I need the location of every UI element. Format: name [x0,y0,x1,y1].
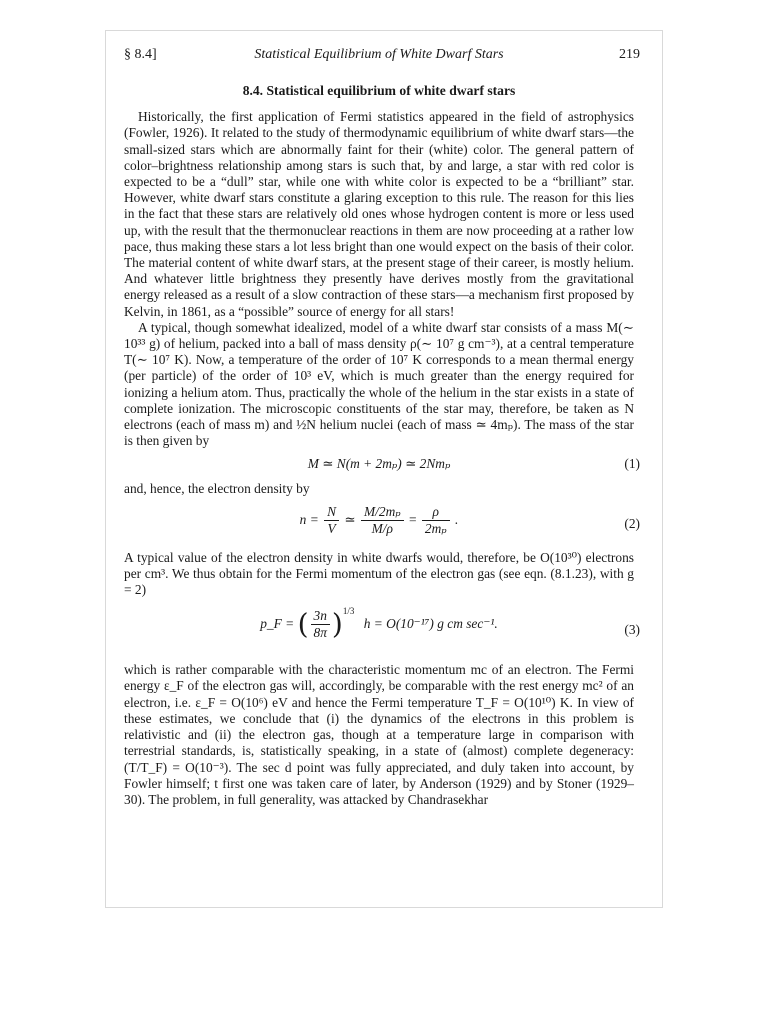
header-title: Statistical Equilibrium of White Dwarf Stars [254,47,504,62]
eq3-fraction [311,608,330,641]
equation-2 [124,502,640,546]
eq2-fraction-3 [422,504,450,537]
eq2-f2-numerator: M/2mₚ [361,504,404,521]
eq3-numerator: 3n [311,608,330,625]
equation-1-body: M ≃ N(m + 2mₚ) ≃ 2Nmₚ [307,456,451,472]
running-header [124,47,640,69]
equation-2-body [124,504,634,537]
eq2-fraction-1 [324,504,339,537]
eq2-approx: ≃ [344,511,356,527]
equation-2-number: (2) [624,515,640,531]
page-content [124,47,640,808]
equation-3 [124,604,640,656]
eq2-f1-denominator: V [327,520,336,536]
paragraph-2: A typical, though somewhat idealized, model of a white dwarf star consists of a mass M(∼ 10³³ g) of helium, packed into a ball of mass density ρ(∼ 10⁷ g cm⁻³), at a central temperature T(∼ 10⁷ K). Now, a temperature of the order of 10⁷ K corresponds to a mean thermal energy (per particle) of the order of 10³ eV, which is much greater than the energy required for ionizing a helium atom. Thus, practically the whole of the helium in the star exists in a state of complete ionization. The microscopic constituents of the star may, therefore, be taken as N electrons (each of mass m) and ½N helium nuclei (each of mass ≃ 4mₚ). The mass of the star is then given by [124,319,634,449]
header-page-number: 219 [619,47,640,62]
eq2-fraction-2 [361,504,404,537]
equation-1-number: (1) [624,456,640,472]
book-page [105,30,663,908]
eq2-f2-denominator: M/ρ [371,520,393,536]
eq2-equals: = [408,511,417,527]
equation-3-body [124,608,634,641]
equation-3-number: (3) [624,622,640,638]
header-section: § 8.4] [124,47,157,62]
eq2-f3-numerator: ρ [422,504,450,521]
eq3-exponent: 1/3 [342,606,355,617]
equation-1 [124,453,640,477]
eq3-left-paren: ( [297,607,309,641]
eq2-f1-numerator: N [324,504,339,521]
eq3-denominator: 8π [313,625,327,641]
paragraph-5: which is rather comparable with the characteristic momentum mc of an electron. The Fermi energy ε_F of the electron gas will, accordingly, be comparable with the rest energy mc² of an electron, i.e. ε_F = O(10⁶) eV and hence the Fermi temperature T_F = O(10¹⁰) K. In view of these estimates, we conclude that (i) the dynamics of the electrons in this problem is relativistic and (ii) the electron gas, though at a temperature large in comparison with terrestrial standards, is, statistically speaking, in a state of (almost) complete degeneracy: (T/T_F) = O(10⁻³). The sec d point was fully appreciated, and duly taken into account, by Fowler himself; t first one was taken care of later, by Anderson (1929) and by Stoner (1929–30). The problem, in full generality, was attacked by Chandrasekhar [124,662,634,807]
eq2-lhs: n = [299,511,319,527]
eq2-end: . [454,511,459,527]
eq2-f3-denominator: 2mₚ [424,520,447,536]
paragraph-4: A typical value of the electron density in white dwarfs would, therefore, be O(10³⁰) electrons per cm³. We thus obtain for the Fermi momentum of the electron gas (see eqn. (8.1.23), with g = 2) [124,549,634,598]
paragraph-1: Historically, the first application of Fermi statistics appeared in the field of astrophysics (Fowler, 1926). It related to the study of thermodynamic equilibrium of white dwarf stars—the small-sized stars which are abnormally faint for their (white) color. The general pattern of color–brightness relationship among stars is such that, by and large, a star with red color is expected to be a “dull” star, while one with white color is expected to be a “brilliant” star. However, white dwarf stars constitute a glaring exception to this rule. The reason for this lies in the fact that these stars are relatively old ones whose hydrogen content is more or less used up, with the result that the thermonuclear reactions in them are now proceeding at a rather low pace, thus making these stars a lot less bright than one would expect on the basis of their color. The material content of white dwarf stars, at the present stage of their career, is mostly helium. And whatever little brightness they presently have derives mostly from the gravitational energy released as a result of a slow contraction of these stars—a mechanism first proposed by Kelvin, in 1861, as a “possible” source of energy for all stars! [124,109,634,319]
paragraph-3: and, hence, the electron density by [124,481,310,497]
eq3-rest: h = O(10⁻¹⁷) g cm sec⁻¹. [363,616,498,632]
section-title: 8.4. Statistical equilibrium of white dwarf stars [242,83,516,98]
eq3-lhs: p_F = [260,616,295,632]
eq3-right-paren: ) [331,607,343,641]
